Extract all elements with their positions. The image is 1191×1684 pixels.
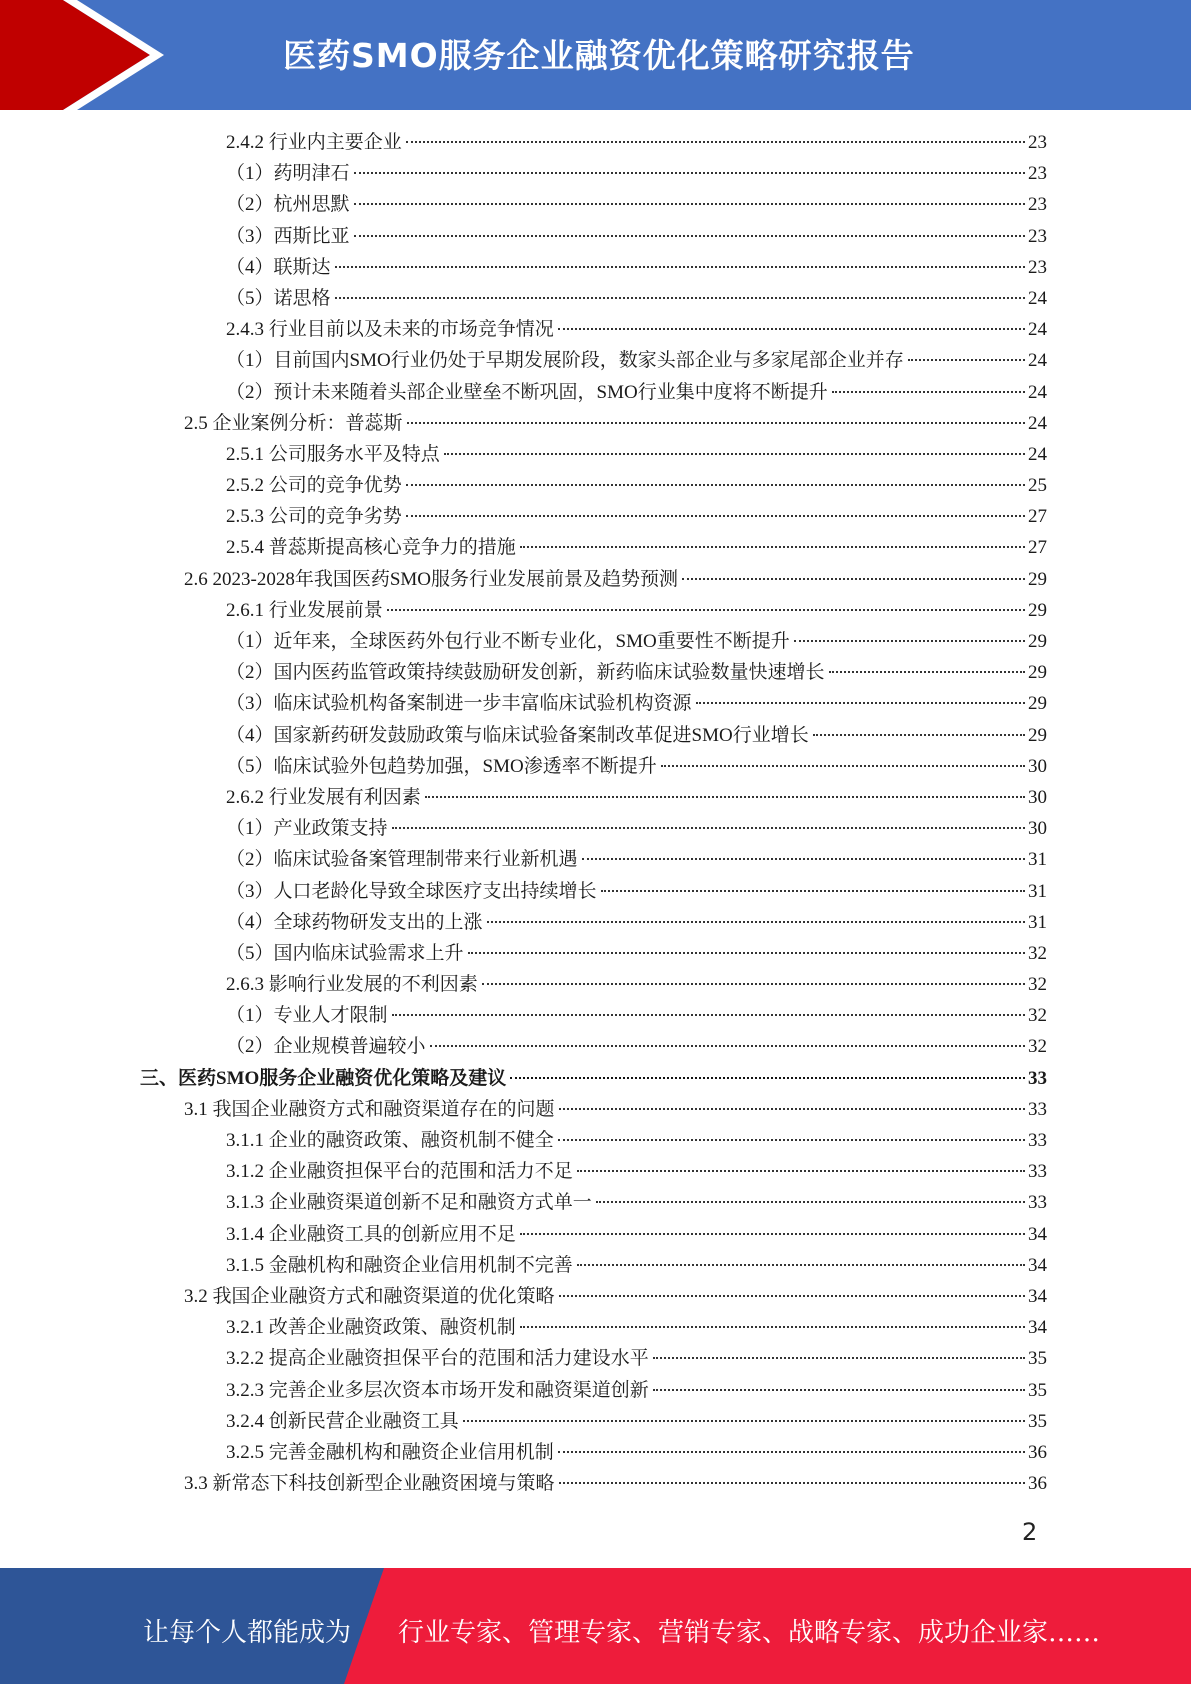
toc-entry[interactable] xyxy=(0,751,1047,782)
toc-dot-leader xyxy=(520,1233,1025,1235)
toc-dot-leader xyxy=(653,1357,1025,1359)
toc-entry[interactable] xyxy=(0,221,1047,252)
toc-entry-page: 32 xyxy=(1028,1036,1047,1058)
toc-entry-number: 3.1 xyxy=(184,1098,208,1120)
toc-dot-leader xyxy=(559,1482,1025,1484)
toc-entry-page: 23 xyxy=(1028,256,1047,278)
toc-entry-number: 3.1.4 xyxy=(226,1223,264,1245)
toc-dot-leader xyxy=(354,172,1025,174)
toc-entry-number: （5） xyxy=(226,755,274,777)
toc-entry-page: 34 xyxy=(1028,1254,1047,1276)
toc-entry-page: 33 xyxy=(1028,1098,1047,1120)
toc-entry-title: 国内临床试验需求上升 xyxy=(273,942,464,964)
toc-entry[interactable] xyxy=(0,377,1047,408)
toc-dot-leader xyxy=(601,890,1025,892)
toc-entry-number: （2） xyxy=(226,381,274,403)
toc-dot-leader xyxy=(596,1201,1025,1203)
toc-entry[interactable] xyxy=(0,470,1047,501)
toc-entry-page: 24 xyxy=(1028,412,1047,434)
toc-dot-leader xyxy=(406,141,1025,143)
toc-dot-leader xyxy=(829,671,1025,673)
toc-entry-title: 临床试验机构备案制进一步丰富临床试验机构资源 xyxy=(273,693,692,715)
toc-dot-leader xyxy=(392,827,1025,829)
page-header xyxy=(0,0,1191,110)
toc-entry[interactable] xyxy=(0,688,1047,719)
toc-entry[interactable] xyxy=(0,283,1047,314)
toc-dot-leader xyxy=(559,1295,1025,1297)
toc-entry-number: 3.2.3 xyxy=(226,1379,264,1401)
toc-entry-title: 完善企业多层次资本市场开发和融资渠道创新 xyxy=(268,1379,649,1401)
toc-entry-number: （5） xyxy=(226,942,274,964)
toc-entry-title: 影响行业发展的不利因素 xyxy=(268,974,478,996)
toc-entry-title: 公司的竞争劣势 xyxy=(268,506,402,528)
toc-entry-title: 临床试验备案管理制带来行业新机遇 xyxy=(273,849,578,871)
toc-entry-number: （1） xyxy=(226,350,274,372)
toc-entry[interactable] xyxy=(0,532,1047,563)
toc-entry[interactable] xyxy=(0,595,1047,626)
toc-entry[interactable] xyxy=(0,1187,1047,1218)
toc-entry[interactable] xyxy=(0,127,1047,158)
toc-entry-page: 33 xyxy=(1028,1067,1047,1089)
toc-entry-number: （1） xyxy=(226,163,274,185)
toc-entry-page: 31 xyxy=(1028,880,1047,902)
toc-entry[interactable] xyxy=(0,1031,1047,1062)
toc-entry-page: 24 xyxy=(1028,350,1047,372)
toc-entry-title: 预计未来随着头部企业壁垒不断巩固，SMO行业集中度将不断提升 xyxy=(273,381,828,403)
toc-entry-number: 2.4.2 xyxy=(226,132,264,153)
toc-entry[interactable] xyxy=(0,1468,1047,1499)
toc-entry-page: 24 xyxy=(1028,287,1047,309)
toc-entry[interactable] xyxy=(0,189,1047,220)
toc-entry-title: 企业案例分析：普蕊斯 xyxy=(212,412,403,434)
toc-dot-leader xyxy=(510,1077,1025,1079)
toc-entry-title: 行业内主要企业 xyxy=(268,132,402,153)
toc-entry[interactable] xyxy=(0,969,1047,1000)
toc-entry-number: 2.4.3 xyxy=(226,319,264,341)
toc-entry-number: 2.5.2 xyxy=(226,475,264,497)
toc-entry[interactable] xyxy=(0,252,1047,283)
toc-entry-title: 人口老龄化导致全球医疗支出持续增长 xyxy=(273,880,597,902)
toc-entry-number: 2.6.2 xyxy=(226,786,264,808)
toc-entry-page: 27 xyxy=(1028,537,1047,559)
toc-entry-page: 31 xyxy=(1028,911,1047,933)
toc-dot-leader xyxy=(520,546,1025,548)
toc-dot-leader xyxy=(558,328,1025,330)
toc-dot-leader xyxy=(487,921,1025,923)
toc-dot-leader xyxy=(794,640,1025,642)
toc-entry[interactable] xyxy=(0,1343,1047,1374)
toc-entry-number: （2） xyxy=(226,662,274,684)
toc-dot-leader xyxy=(463,1420,1025,1422)
toc-entry-page: 33 xyxy=(1028,1130,1047,1151)
toc-entry-title: 临床试验外包趋势加强，SMO渗透率不断提升 xyxy=(273,755,657,777)
toc-dot-leader xyxy=(577,1264,1025,1266)
toc-entry[interactable] xyxy=(0,1375,1047,1406)
toc-entry-title: 药明津石 xyxy=(273,163,350,185)
toc-entry[interactable] xyxy=(0,720,1047,751)
toc-entry-number: 3.1.2 xyxy=(226,1161,264,1183)
toc-dot-leader xyxy=(392,1014,1025,1016)
toc-entry-title: 提高企业融资担保平台的范围和活力建设水平 xyxy=(268,1348,649,1370)
toc-entry-page: 25 xyxy=(1028,475,1047,497)
toc-entry-title: 完善金融机构和融资企业信用机制 xyxy=(268,1441,554,1463)
toc-entry-number: 3.2.2 xyxy=(226,1348,264,1370)
toc-entry-number: 3.2 xyxy=(184,1285,208,1307)
toc-entry-page: 24 xyxy=(1028,443,1047,465)
toc-entry-page: 34 xyxy=(1028,1223,1047,1245)
toc-entry-page: 36 xyxy=(1028,1473,1047,1495)
toc-dot-leader xyxy=(653,1389,1025,1391)
toc-entry[interactable] xyxy=(0,938,1047,969)
toc-entry-page: 29 xyxy=(1028,599,1047,621)
toc-entry[interactable] xyxy=(0,1156,1047,1187)
toc-entry-title: 创新民营企业融资工具 xyxy=(268,1410,459,1432)
toc-entry-page: 30 xyxy=(1028,818,1047,840)
toc-entry-title: 2023-2028年我国医药SMO服务行业发展前景及趋势预测 xyxy=(212,568,679,590)
toc-entry-title: 企业融资工具的创新应用不足 xyxy=(268,1223,516,1245)
toc-dot-leader xyxy=(577,1170,1025,1172)
toc-entry-page: 30 xyxy=(1028,755,1047,777)
toc-dot-leader xyxy=(558,1139,1025,1141)
toc-entry-title: 行业发展前景 xyxy=(268,599,383,621)
toc-entry[interactable] xyxy=(0,657,1047,688)
toc-dot-leader xyxy=(335,266,1025,268)
toc-entry-number: 2.6.3 xyxy=(226,974,264,996)
toc-entry-page: 23 xyxy=(1028,225,1047,247)
toc-entry-number: （1） xyxy=(226,631,274,652)
toc-entry-page: 31 xyxy=(1028,849,1047,871)
toc-entry-page: 30 xyxy=(1028,786,1047,808)
toc-dot-leader xyxy=(430,1045,1025,1047)
toc-entry-title: 产业政策支持 xyxy=(273,818,388,840)
toc-entry-page: 29 xyxy=(1028,631,1047,652)
page-number: 2 xyxy=(1022,1518,1038,1546)
toc-entry-title: 杭州思默 xyxy=(273,194,350,216)
toc-entry-title: 我国企业融资方式和融资渠道存在的问题 xyxy=(212,1098,555,1120)
toc-entry-title: 医药SMO服务企业融资优化策略及建议 xyxy=(178,1067,507,1089)
toc-dot-leader xyxy=(559,1108,1025,1110)
toc-entry[interactable] xyxy=(0,1219,1047,1250)
toc-entry-number: 三、 xyxy=(140,1067,179,1089)
toc-entry-number: 2.5.4 xyxy=(226,537,264,559)
toc-dot-leader xyxy=(696,702,1025,704)
toc-dot-leader xyxy=(406,515,1025,517)
toc-entry-number: 3.2.4 xyxy=(226,1410,264,1432)
toc-dot-leader xyxy=(813,734,1025,736)
toc-entry-title: 行业发展有利因素 xyxy=(268,786,421,808)
toc-entry[interactable] xyxy=(0,1250,1047,1281)
toc-entry-title: 全球药物研发支出的上涨 xyxy=(273,911,483,933)
toc-entry-page: 29 xyxy=(1028,568,1047,590)
toc-entry[interactable] xyxy=(0,345,1047,376)
toc-dot-leader xyxy=(558,1451,1025,1453)
toc-entry-title: 企业的融资政策、融资机制不健全 xyxy=(268,1130,554,1151)
toc-entry-number: （1） xyxy=(226,1005,274,1027)
toc-entry-number: （1） xyxy=(226,818,274,840)
toc-entry-title: 公司的竞争优势 xyxy=(268,475,402,497)
toc-entry-title: 我国企业融资方式和融资渠道的优化策略 xyxy=(212,1285,555,1307)
toc-entry[interactable] xyxy=(0,1063,1047,1094)
report-title: 医药SMO服务企业融资优化策略研究报告 xyxy=(283,36,915,75)
toc-entry-number: （2） xyxy=(226,194,274,216)
toc-entry-number: （4） xyxy=(226,256,274,278)
toc-entry[interactable] xyxy=(0,314,1047,345)
toc-entry-page: 34 xyxy=(1028,1317,1047,1339)
toc-dot-leader xyxy=(482,983,1025,985)
toc-entry-page: 32 xyxy=(1028,942,1047,964)
toc-entry-page: 29 xyxy=(1028,693,1047,715)
toc-entry-page: 23 xyxy=(1028,163,1047,185)
toc-dot-leader xyxy=(354,235,1025,237)
toc-entry-page: 29 xyxy=(1028,662,1047,684)
toc-entry-number: （3） xyxy=(226,880,274,902)
toc-dot-leader xyxy=(354,203,1025,205)
toc-dot-leader xyxy=(335,297,1025,299)
toc-entry-number: 2.6 xyxy=(184,568,208,590)
toc-dot-leader xyxy=(406,484,1025,486)
toc-entry-number: （3） xyxy=(226,225,274,247)
footer-slogan-left: 让每个人都能成为 xyxy=(143,1618,352,1648)
toc-entry-title: 金融机构和融资企业信用机制不完善 xyxy=(268,1254,573,1276)
toc-entry-title: 公司服务水平及特点 xyxy=(268,443,440,465)
toc-entry[interactable] xyxy=(0,626,1047,657)
footer-slogan-right: 行业专家、管理专家、营销专家、战略专家、成功企业家…… xyxy=(398,1618,1101,1648)
toc-dot-leader xyxy=(468,952,1025,954)
toc-entry[interactable] xyxy=(0,844,1047,875)
table-of-contents xyxy=(0,127,1191,1499)
toc-dot-leader xyxy=(661,765,1025,767)
toc-entry[interactable] xyxy=(0,907,1047,938)
toc-entry[interactable] xyxy=(0,782,1047,813)
toc-entry-number: （2） xyxy=(226,1036,274,1058)
toc-entry-title: 国家新药研发鼓励政策与临床试验备案制改革促进SMO行业增长 xyxy=(273,724,809,746)
toc-entry-title: 普蕊斯提高核心竞争力的措施 xyxy=(268,537,516,559)
toc-dot-leader xyxy=(425,796,1025,798)
toc-dot-leader xyxy=(407,422,1025,424)
toc-entry[interactable] xyxy=(0,501,1047,532)
toc-entry[interactable] xyxy=(0,813,1047,844)
toc-entry-number: （3） xyxy=(226,693,274,715)
toc-dot-leader xyxy=(908,359,1025,361)
toc-entry-number: 2.5.1 xyxy=(226,443,264,465)
toc-entry[interactable] xyxy=(0,1125,1047,1156)
toc-entry-number: 3.2.5 xyxy=(226,1441,264,1463)
toc-entry-title: 专业人才限制 xyxy=(273,1005,388,1027)
toc-entry-title: 国内医药监管政策持续鼓励研发创新，新药临床试验数量快速增长 xyxy=(273,662,825,684)
toc-entry-number: 3.1.5 xyxy=(226,1254,264,1276)
toc-dot-leader xyxy=(520,1326,1025,1328)
toc-entry-number: 2.5 xyxy=(184,412,208,434)
toc-entry-title: 诺思格 xyxy=(273,287,331,309)
toc-entry-page: 35 xyxy=(1028,1410,1047,1432)
toc-entry[interactable] xyxy=(0,1406,1047,1437)
toc-entry-title: 联斯达 xyxy=(273,256,331,278)
toc-entry-number: 2.5.3 xyxy=(226,506,264,528)
toc-entry[interactable] xyxy=(0,1312,1047,1343)
toc-entry-title: 企业融资渠道创新不足和融资方式单一 xyxy=(268,1192,592,1214)
toc-entry[interactable] xyxy=(0,1000,1047,1031)
toc-entry-page: 35 xyxy=(1028,1379,1047,1401)
toc-entry[interactable] xyxy=(0,876,1047,907)
page-footer xyxy=(0,1568,1191,1684)
toc-entry-title: 行业目前以及未来的市场竞争情况 xyxy=(268,319,554,341)
toc-entry-number: 3.3 xyxy=(184,1473,208,1495)
chevron-arrow-icon xyxy=(0,0,200,110)
toc-entry-title: 企业融资担保平台的范围和活力不足 xyxy=(268,1161,573,1183)
toc-entry-title: 新常态下科技创新型企业融资困境与策略 xyxy=(212,1473,555,1495)
toc-dot-leader xyxy=(682,578,1025,580)
toc-entry-page: 27 xyxy=(1028,506,1047,528)
toc-dot-leader xyxy=(444,453,1025,455)
toc-entry-page: 33 xyxy=(1028,1192,1047,1214)
toc-entry-page: 32 xyxy=(1028,974,1047,996)
toc-entry-number: （5） xyxy=(226,287,274,309)
toc-entry-number: （2） xyxy=(226,849,274,871)
toc-entry-title: 企业规模普遍较小 xyxy=(273,1036,426,1058)
toc-entry-page: 24 xyxy=(1028,319,1047,341)
toc-entry-page: 29 xyxy=(1028,724,1047,746)
toc-entry-title: 改善企业融资政策、融资机制 xyxy=(268,1317,516,1339)
toc-entry-number: 3.2.1 xyxy=(226,1317,264,1339)
toc-entry[interactable] xyxy=(0,408,1047,439)
toc-entry-page: 33 xyxy=(1028,1161,1047,1183)
toc-entry-number: （4） xyxy=(226,724,274,746)
toc-entry-title: 近年来，全球医药外包行业不断专业化，SMO重要性不断提升 xyxy=(273,631,790,652)
toc-entry-number: 2.6.1 xyxy=(226,599,264,621)
toc-entry-number: 3.1.3 xyxy=(226,1192,264,1214)
toc-entry-number: （4） xyxy=(226,911,274,933)
toc-entry-page: 23 xyxy=(1028,194,1047,216)
toc-entry-page: 34 xyxy=(1028,1285,1047,1307)
toc-dot-leader xyxy=(582,858,1025,860)
toc-entry[interactable] xyxy=(0,1094,1047,1125)
toc-entry[interactable] xyxy=(0,1437,1047,1468)
toc-entry[interactable] xyxy=(0,158,1047,189)
toc-entry-page: 32 xyxy=(1028,1005,1047,1027)
toc-entry-page: 24 xyxy=(1028,381,1047,403)
toc-entry[interactable] xyxy=(0,1281,1047,1312)
toc-entry-page: 35 xyxy=(1028,1348,1047,1370)
toc-entry-title: 西斯比亚 xyxy=(273,225,350,247)
toc-dot-leader xyxy=(832,391,1025,393)
toc-entry-title: 目前国内SMO行业仍处于早期发展阶段，数家头部企业与多家尾部企业并存 xyxy=(273,350,904,372)
toc-entry[interactable] xyxy=(0,439,1047,470)
toc-entry-page: 36 xyxy=(1028,1441,1047,1463)
toc-dot-leader xyxy=(387,609,1025,611)
toc-entry-number: 3.1.1 xyxy=(226,1130,264,1151)
toc-entry-page: 23 xyxy=(1028,132,1047,153)
toc-entry[interactable] xyxy=(0,564,1047,595)
